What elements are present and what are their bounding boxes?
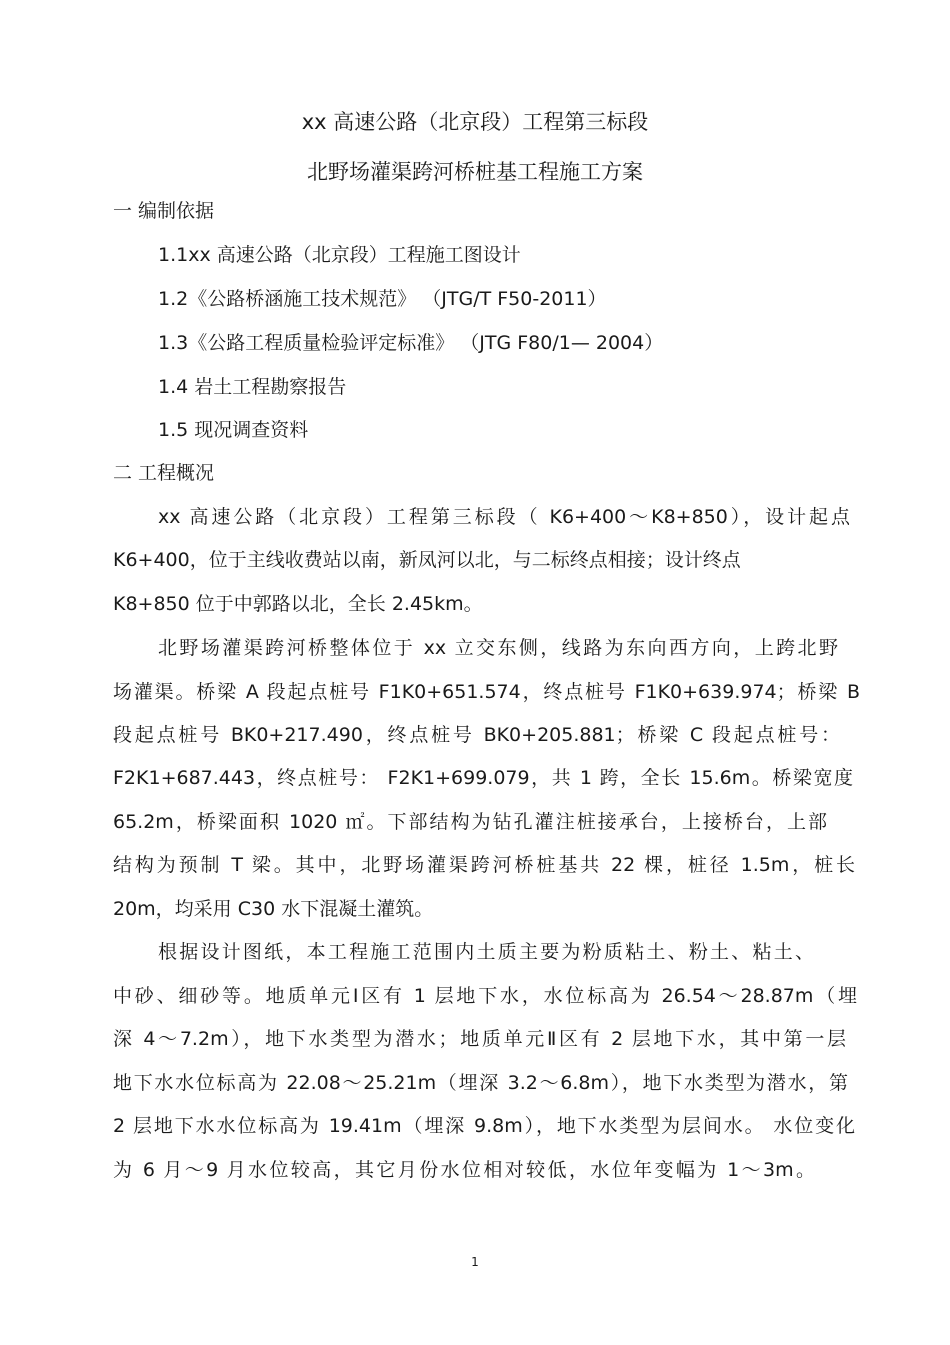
section-heading-basis: 一 编制依据: [113, 200, 215, 222]
paragraph-line: xx 高速公路（北京段）工程第三标段（ K6+400～K8+850），设计起点: [158, 506, 850, 528]
paragraph-line: 北野场灌渠跨河桥整体位于 xx 立交东侧，线路为东向西方向，上跨北野: [158, 637, 838, 659]
section-heading-overview: 二 工程概况: [113, 462, 215, 484]
paragraph-line: 地下水水位标高为 22.08～25.21m（埋深 3.2～6.8m），地下水类型为潜水，第: [113, 1072, 848, 1094]
basis-item: 1.3《公路工程质量检验评定标准》 （JTG F80/1— 2004）: [158, 332, 664, 354]
paragraph-line: 中砂、细砂等。地质单元Ⅰ区有 1 层地下水，水位标高为 26.54～28.87m（埋: [113, 985, 857, 1007]
paragraph-line: 2 层地下水水位标高为 19.41m（埋深 9.8m），地下水类型为层间水。 水位变化: [113, 1115, 855, 1137]
paragraph-line: 深 4～7.2m），地下水类型为潜水；地质单元Ⅱ区有 2 层地下水，其中第一层: [113, 1028, 846, 1050]
page-number: 1: [471, 1255, 479, 1269]
paragraph-line: 20m，均采用 C30 水下混凝土灌筑。: [113, 898, 434, 920]
paragraph-line: K8+850 位于中郭路以北，全长 2.45km。: [113, 593, 483, 615]
basis-item: 1.2《公路桥涵施工技术规范》 （JTG/T F50-2011）: [158, 288, 607, 310]
paragraph-line: 段起点桩号 BK0+217.490，终点桩号 BK0+205.881；桥梁 C 段起点桩号：: [113, 724, 840, 746]
paragraph-line: K6+400，位于主线收费站以南，新凤河以北，与二标终点相接；设计终点: [113, 549, 741, 571]
document-title: xx 高速公路（北京段）工程第三标段: [301, 110, 649, 134]
paragraph-line: 为 6 月～9 月水位较高，其它月份水位相对较低，水位年变幅为 1～3m。: [113, 1159, 815, 1181]
basis-item: 1.1xx 高速公路（北京段）工程施工图设计: [158, 244, 521, 266]
paragraph-line: 65.2m，桥梁面积 1020 ㎡。下部结构为钻孔灌注桩接承台，上接桥台，上部: [113, 811, 827, 833]
document-subtitle: 北野场灌渠跨河桥桩基工程施工方案: [307, 160, 643, 184]
basis-item: 1.4 岩土工程勘察报告: [158, 376, 347, 398]
paragraph-line: 场灌渠。桥梁 A 段起点桩号 F1K0+651.574，终点桩号 F1K0+639.974；桥梁 B: [113, 681, 860, 703]
basis-item: 1.5 现况调查资料: [158, 419, 309, 441]
paragraph-line: F2K1+687.443，终点桩号： F2K1+699.079，共 1 跨，全长 15.6m。桥梁宽度: [113, 767, 853, 789]
paragraph-line: 结构为预制 T 梁。其中，北野场灌渠跨河桥桩基共 22 棵，桩径 1.5m，桩长: [113, 854, 855, 876]
paragraph-line: 根据设计图纸，本工程施工范围内土质主要为粉质粘土、粉土、粘土、: [158, 941, 814, 963]
